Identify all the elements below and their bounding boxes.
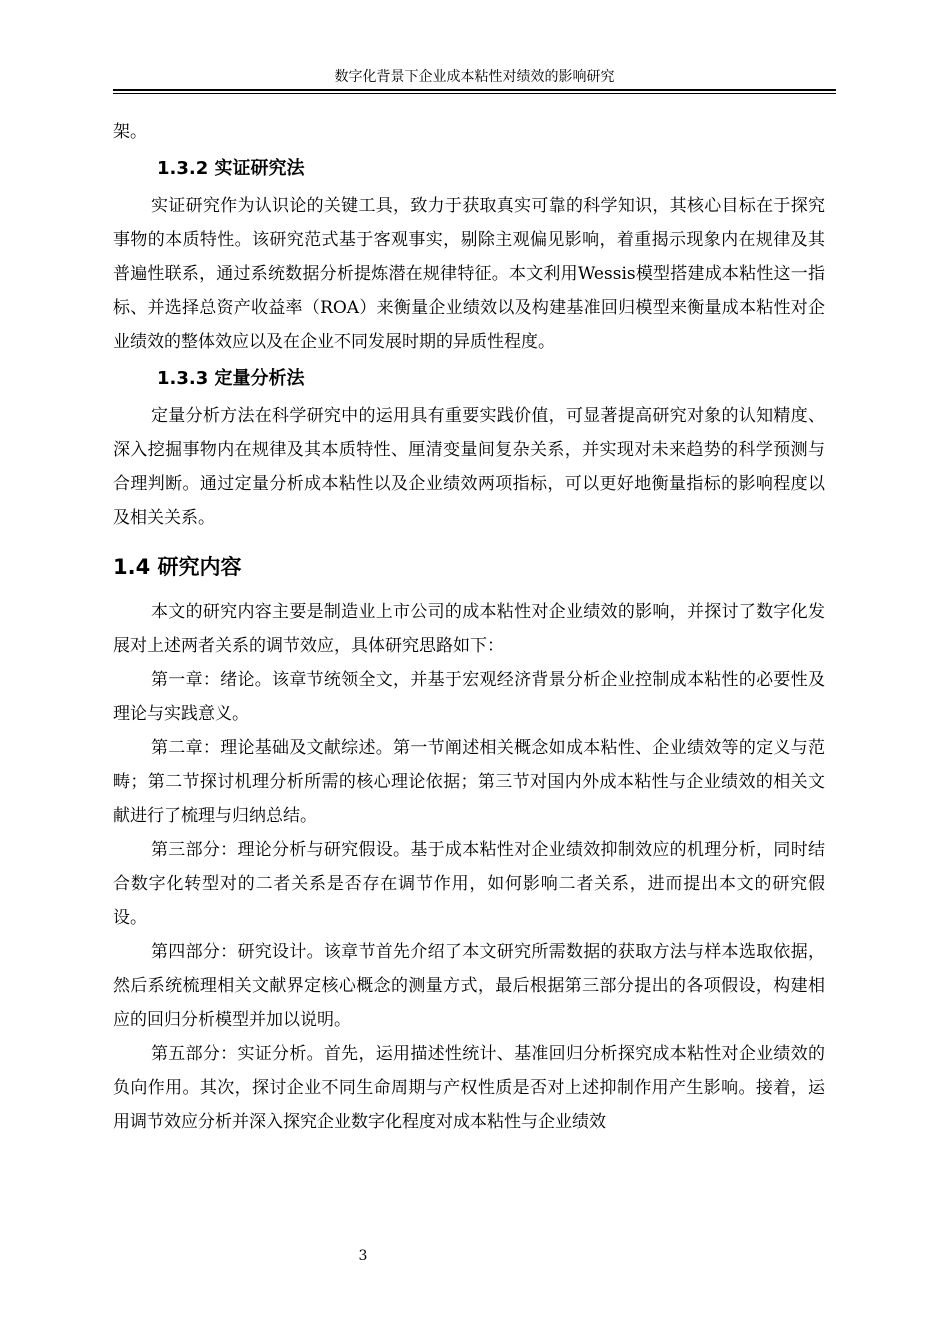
paragraph-research-content-intro: 本文的研究内容主要是制造业上市公司的成本粘性对企业绩效的影响，并探讨了数字化发展对上述两者关系的调节效应，具体研究思路如下：	[113, 602, 825, 656]
paragraph-part-3: 第三部分：理论分析与研究假设。基于成本粘性对企业绩效抑制效应的机理分析，同时结合数字化转型对的二者关系是否存在调节作用，如何影响二者关系，进而提出本文的研究假设。	[113, 840, 825, 928]
paragraph-part-5: 第五部分：实证分析。首先，运用描述性统计、基准回归分析探究成本粘性对企业绩效的负向作用。其次，探讨企业不同生命周期与产权性质是否对上述抑制作用产生影响。接着，运用调节效应分析并深入探究企业数字化程度对成本粘性与企业绩效	[113, 1044, 825, 1132]
paragraph-chapter-2: 第二章：理论基础及文献综述。第一节阐述相关概念如成本粘性、企业绩效等的定义与范畴；第二节探讨机理分析所需的核心理论依据；第三节对国内外成本粘性与企业绩效的相关文献进行了梳理与归纳总结。	[113, 738, 825, 826]
section-heading-1-3-2: 1.3.2 实证研究法	[157, 158, 305, 179]
running-header-title: 数字化背景下企业成本粘性对绩效的影响研究	[334, 69, 615, 85]
section-heading-1-3-3: 1.3.3 定量分析法	[157, 368, 305, 389]
paragraph-part-4: 第四部分：研究设计。该章节首先介绍了本文研究所需数据的获取方法与样本选取依据，然后系统梳理相关文献界定核心概念的测量方式，最后根据第三部分提出的各项假设，构建相应的回归分析模型并加以说明。	[113, 942, 825, 1030]
paragraph-empirical-method: 实证研究作为认识论的关键工具，致力于获取真实可靠的科学知识，其核心目标在于探究事物的本质特性。该研究范式基于客观事实，剔除主观偏见影响，着重揭示现象内在规律及其普遍性联系，通过系统数据分析提炼潜在规律特征。本文利用Wessis模型搭建成本粘性这一指标、并选择总资产收益率（ROA）来衡量企业绩效以及构建基准回归模型来衡量成本粘性对企业绩效的整体效应以及在企业不同发展时期的异质性程度。	[113, 196, 825, 352]
page-number: 3	[358, 1248, 368, 1264]
page-body	[113, 115, 825, 1139]
header-rule-thin	[113, 93, 836, 94]
header-rule-thick	[113, 89, 836, 91]
section-heading-1-4: 1.4 研究内容	[113, 555, 242, 579]
paragraph-chapter-1: 第一章：绪论。该章节统领全文，并基于宏观经济背景分析企业控制成本粘性的必要性及理论与实践意义。	[113, 670, 825, 724]
continuation-text: 架。	[113, 122, 147, 142]
paragraph-quantitative-method: 定量分析方法在科学研究中的运用具有重要实践价值，可显著提高研究对象的认知精度、深入挖掘事物内在规律及其本质特性、厘清变量间复杂关系，并实现对未来趋势的科学预测与合理判断。通过定量分析成本粘性以及企业绩效两项指标，可以更好地衡量指标的影响程度以及相关关系。	[113, 406, 825, 528]
